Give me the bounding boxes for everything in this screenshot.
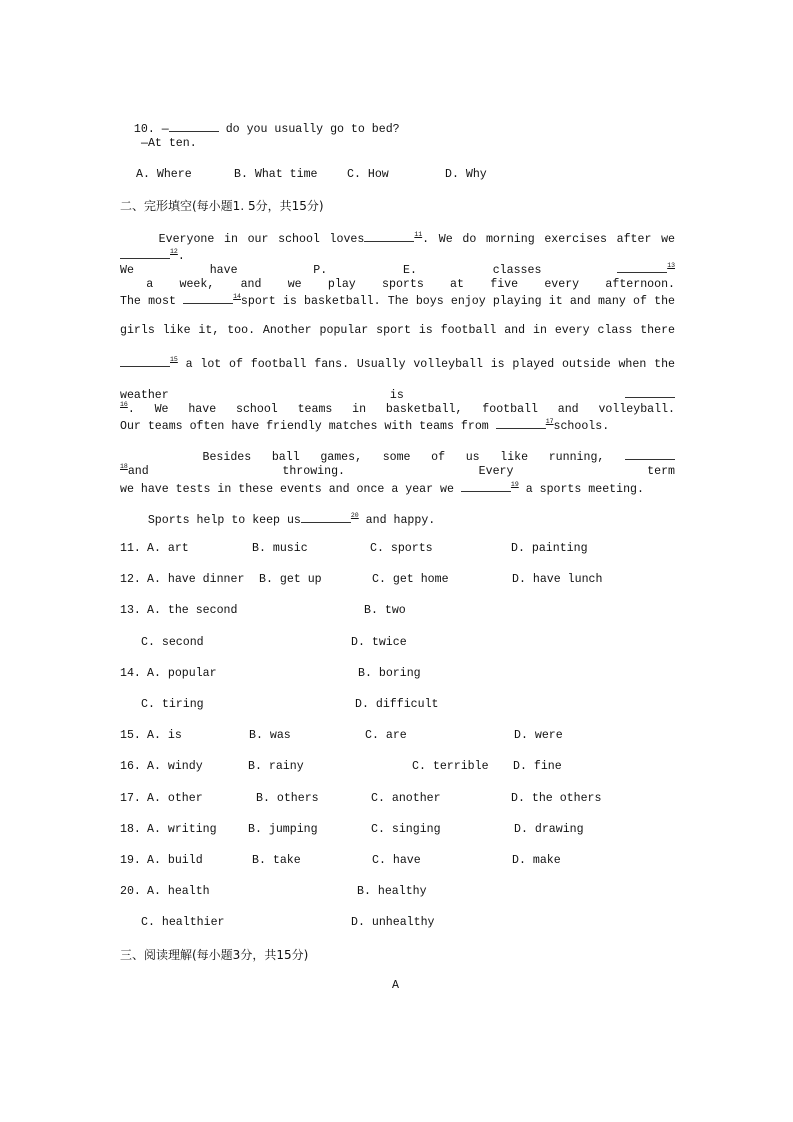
answer-blank bbox=[364, 230, 414, 242]
option-c: C. second bbox=[141, 635, 204, 649]
blank-number: 20 bbox=[350, 511, 359, 519]
option-b: B. music bbox=[252, 542, 308, 555]
passage-line bbox=[120, 511, 435, 528]
passage-text: The most bbox=[120, 295, 184, 309]
option-b: B. jumping bbox=[248, 822, 318, 836]
option-d: D. make bbox=[512, 854, 561, 867]
passage-text: a week, and we play sports at five every afternoon. bbox=[120, 278, 675, 292]
passage-line bbox=[120, 480, 644, 497]
option-b: B. What time bbox=[234, 168, 318, 181]
option-b: B. others bbox=[256, 791, 319, 805]
question-number: 11. bbox=[120, 542, 141, 555]
option-a: A. have dinner bbox=[147, 573, 245, 587]
passage-label: A bbox=[392, 979, 399, 992]
answer-blank bbox=[461, 480, 511, 492]
option-b: B. boring bbox=[358, 666, 421, 680]
passage-text: Everyone in our school loves bbox=[120, 233, 365, 246]
option-c: C. terrible bbox=[412, 760, 489, 774]
option-a: A. is bbox=[147, 729, 182, 743]
question-number: 16. bbox=[120, 760, 141, 774]
answer-blank bbox=[496, 417, 546, 429]
option-c: C. healthier bbox=[141, 916, 225, 930]
passage-text: a lot of football fans. Usually volleyball is played outside when the bbox=[177, 357, 675, 371]
passage-text: a sports meeting. bbox=[518, 482, 644, 496]
passage-text: Our teams often have friendly matches with teams from bbox=[120, 420, 496, 434]
question-text: do you usually go to bed? bbox=[225, 123, 400, 136]
option-c: C. singing bbox=[371, 822, 441, 836]
passage-line bbox=[120, 324, 675, 338]
option-a: A. windy bbox=[147, 760, 203, 774]
question-number: 19. bbox=[120, 854, 141, 867]
blank-number: 11 bbox=[414, 231, 423, 238]
passage-text: we have tests in these events and once a year we bbox=[120, 482, 461, 496]
question-10-answer: —At ten. bbox=[141, 137, 197, 150]
option-c: C. How bbox=[347, 168, 389, 181]
question-number: 17. bbox=[120, 791, 141, 805]
passage-text: weather is bbox=[120, 389, 625, 402]
option-d: D. painting bbox=[511, 542, 588, 555]
option-d: D. twice bbox=[351, 635, 407, 649]
passage-line bbox=[120, 355, 675, 372]
passage-line bbox=[120, 386, 675, 417]
passage-line bbox=[120, 292, 675, 309]
passage-text: We have P. E. classes bbox=[120, 264, 618, 278]
passage-text: and happy. bbox=[358, 513, 436, 527]
passage-text: Sports help to keep us bbox=[120, 513, 301, 527]
option-b: B. get up bbox=[259, 573, 322, 587]
option-a: A. other bbox=[147, 791, 203, 805]
option-d: D. the others bbox=[511, 791, 602, 805]
passage-text: and throwing. Every term bbox=[127, 465, 675, 479]
blank-number: 18 bbox=[120, 463, 128, 471]
option-d: D. difficult bbox=[355, 698, 439, 711]
option-c: C. another bbox=[371, 791, 441, 805]
option-a: A. writing bbox=[147, 822, 217, 836]
option-d: D. were bbox=[514, 729, 563, 743]
answer-blank bbox=[301, 511, 351, 523]
passage-text: . We do morning exercises after we bbox=[422, 233, 675, 246]
option-d: D. unhealthy bbox=[351, 916, 435, 930]
option-a: A. popular bbox=[147, 666, 217, 680]
answer-blank bbox=[625, 448, 675, 460]
passage-line bbox=[120, 230, 675, 264]
passage-text: Besides ball games, some of us like running, bbox=[120, 451, 625, 465]
question-number: 12. bbox=[120, 573, 141, 587]
dash: — bbox=[161, 123, 169, 136]
option-d: D. drawing bbox=[514, 822, 584, 836]
section-3-heading: 三、阅读理解(每小题3分，共15分) bbox=[120, 948, 309, 962]
question-number: 15. bbox=[120, 729, 141, 743]
option-d: D. fine bbox=[513, 760, 562, 774]
option-c: C. sports bbox=[370, 542, 433, 555]
answer-blank bbox=[120, 355, 170, 367]
option-a: A. health bbox=[147, 885, 210, 899]
blank-number: 13 bbox=[667, 262, 675, 270]
option-a: A. art bbox=[147, 542, 189, 555]
blank-number: 12 bbox=[170, 248, 178, 255]
passage-text: . We have school teams in basketball, football and volleyball. bbox=[127, 403, 675, 416]
passage-line bbox=[120, 448, 675, 479]
option-d: D. have lunch bbox=[512, 573, 603, 587]
option-d: D. Why bbox=[445, 168, 487, 181]
option-a: A. the second bbox=[147, 604, 238, 618]
answer-blank bbox=[169, 120, 219, 132]
answer-blank bbox=[183, 292, 233, 304]
answer-blank bbox=[120, 247, 170, 259]
option-b: B. rainy bbox=[248, 760, 304, 774]
blank-number: 14 bbox=[233, 293, 241, 301]
option-c: C. get home bbox=[372, 573, 449, 587]
section-2-heading: 二、完形填空(每小题1. 5分，共15分) bbox=[120, 199, 324, 213]
passage-text: girls like it, too. Another popular sport is football and in every class there bbox=[120, 323, 675, 337]
question-number: 14. bbox=[120, 666, 141, 680]
question-number: 20. bbox=[120, 885, 141, 899]
question-number: 18. bbox=[120, 822, 141, 836]
passage-text: sport is basketball. The boys enjoy playing it and many of the bbox=[240, 295, 675, 309]
option-b: B. take bbox=[252, 854, 301, 867]
blank-number: 16 bbox=[120, 401, 128, 408]
question-number: 10. bbox=[133, 123, 155, 136]
blank-number: 17 bbox=[545, 418, 554, 426]
option-c: C. have bbox=[372, 854, 421, 867]
passage-text: schools. bbox=[553, 420, 610, 434]
option-b: B. healthy bbox=[357, 885, 427, 899]
blank-number: 15 bbox=[170, 355, 178, 363]
option-c: C. tiring bbox=[141, 698, 204, 711]
passage-line bbox=[120, 261, 675, 292]
question-10 bbox=[120, 106, 400, 137]
passage-line bbox=[120, 417, 609, 434]
option-c: C. are bbox=[365, 729, 407, 743]
blank-number: 19 bbox=[510, 480, 519, 488]
option-a: A. Where bbox=[136, 168, 192, 181]
answer-blank bbox=[625, 386, 675, 398]
passage-text: . bbox=[177, 250, 185, 263]
option-a: A. build bbox=[147, 854, 203, 867]
option-b: B. was bbox=[249, 729, 291, 743]
question-number: 13. bbox=[120, 604, 141, 618]
option-b: B. two bbox=[364, 604, 406, 618]
answer-blank bbox=[617, 261, 667, 273]
